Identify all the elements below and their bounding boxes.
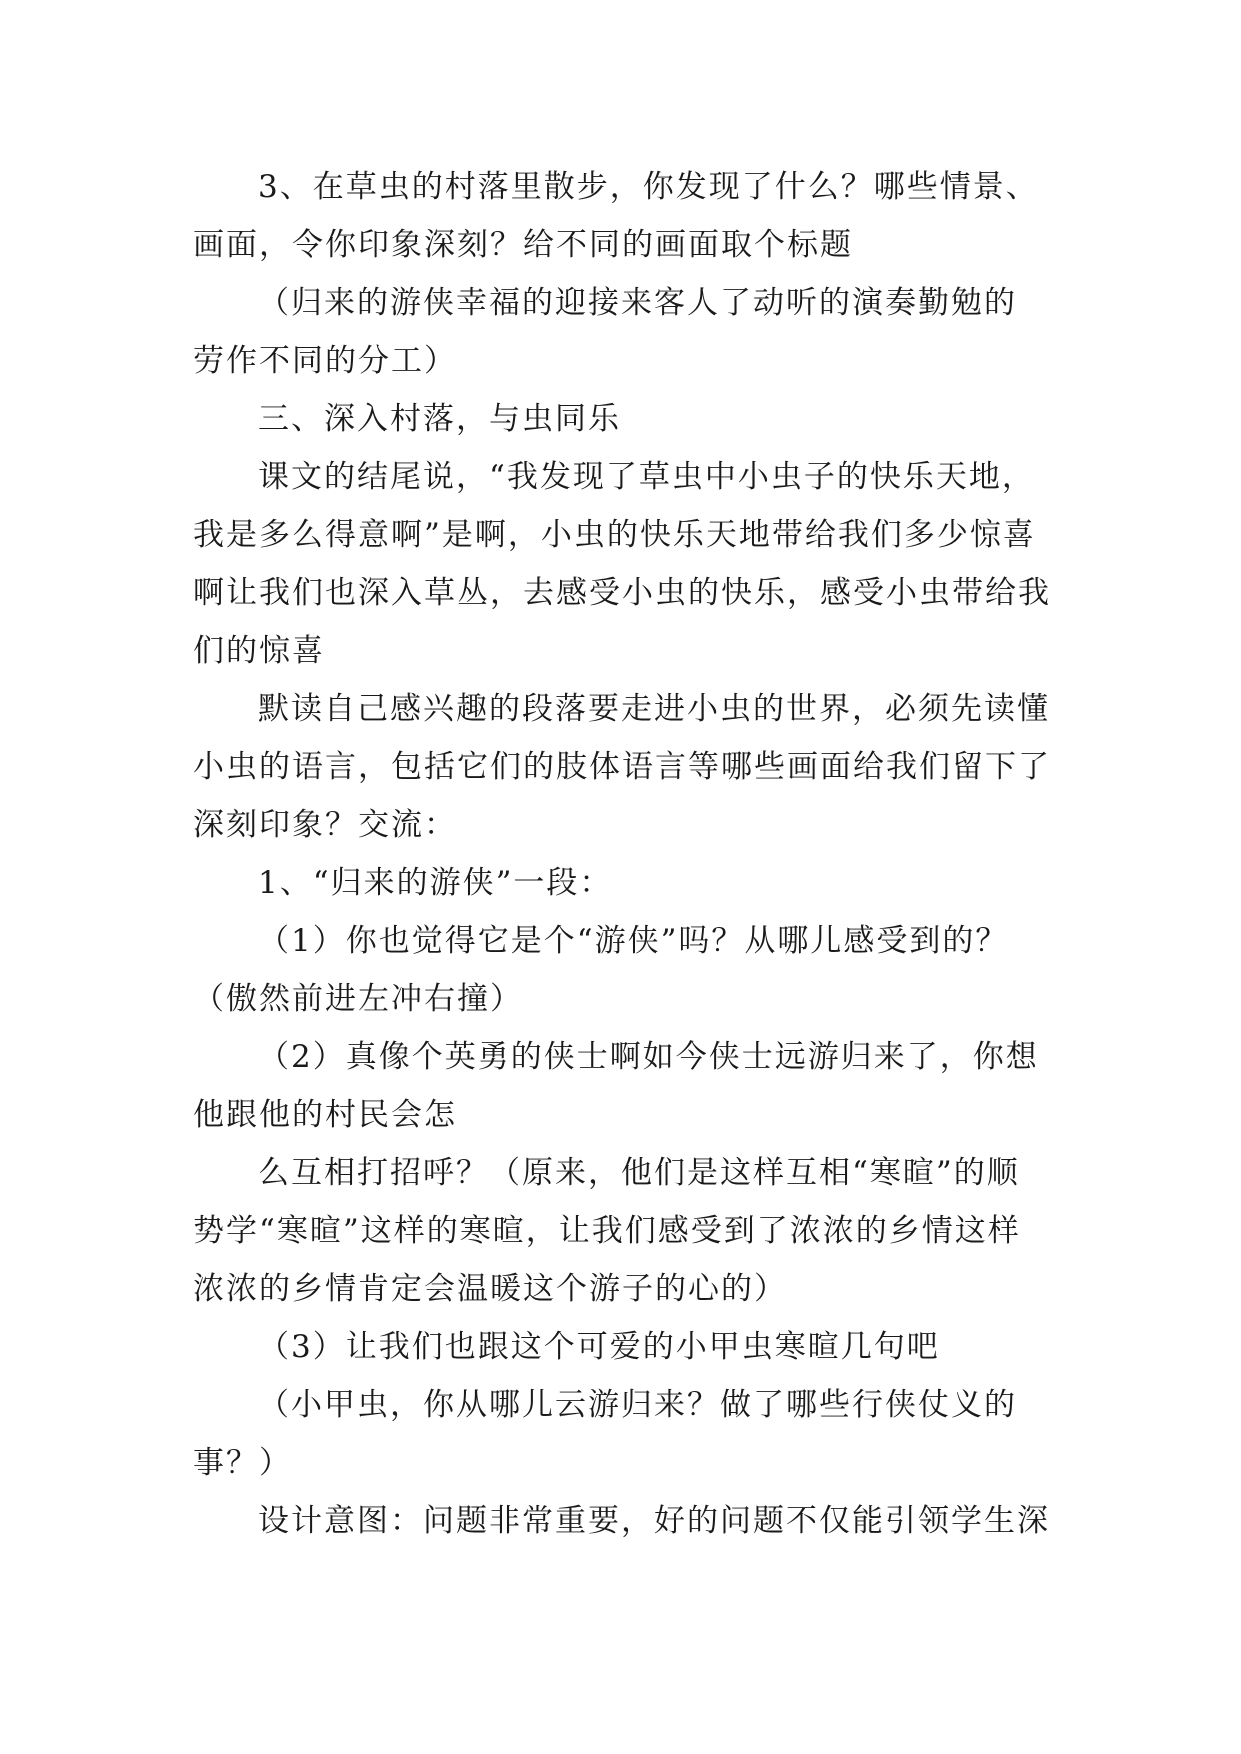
text-line: 他跟他的村民会怎 [193, 1097, 457, 1133]
text-line: （傲然前进左冲右撞） [193, 981, 523, 1017]
text-line: 们的惊喜 [193, 633, 325, 669]
text-line: 么互相打招呼？（原来，他们是这样互相“寒暄”的顺 [258, 1155, 1020, 1191]
text-line: （小甲虫，你从哪儿云游归来？做了哪些行侠仗义的 [258, 1387, 1017, 1423]
text-line: （3）让我们也跟这个可爱的小甲虫寒暄几句吧 [258, 1329, 940, 1365]
text-line: 深刻印象？交流： [193, 807, 457, 843]
text-line: 劳作不同的分工） [193, 343, 457, 379]
text-line: 设计意图：问题非常重要，好的问题不仅能引领学生深 [258, 1503, 1050, 1539]
section-heading: 三、深入村落，与虫同乐 [258, 401, 621, 437]
text-line: 课文的结尾说，“我发现了草虫中小虫子的快乐天地， [258, 459, 1035, 495]
text-line: 啊让我们也深入草丛，去感受小虫的快乐，感受小虫带给我 [193, 575, 1051, 611]
text-line: 事？） [193, 1445, 292, 1481]
text-line: （归来的游侠幸福的迎接来客人了动听的演奏勤勉的 [258, 285, 1017, 321]
text-line: （1）你也觉得它是个“游侠”吗？从哪儿感受到的？ [258, 923, 1009, 959]
text-line: 3、在草虫的村落里散步，你发现了什么？哪些情景、 [258, 169, 1039, 205]
text-line: 我是多么得意啊”是啊，小虫的快乐天地带给我们多少惊喜 [193, 517, 1036, 553]
text-line: 画面，令你印象深刻？给不同的画面取个标题 [193, 227, 853, 263]
text-line: 1、“归来的游侠”一段： [258, 865, 613, 901]
text-line: 小虫的语言，包括它们的肢体语言等哪些画面给我们留下了 [193, 749, 1051, 785]
text-line: 默读自己感兴趣的段落要走进小虫的世界，必须先读懂 [258, 691, 1050, 727]
text-line: （2）真像个英勇的侠士啊如今侠士远游归来了，你想 [258, 1039, 1039, 1075]
text-line: 浓浓的乡情肯定会温暖这个游子的心的） [193, 1271, 787, 1307]
text-line: 势学“寒暄”这样的寒暄，让我们感受到了浓浓的乡情这样 [193, 1213, 1021, 1249]
